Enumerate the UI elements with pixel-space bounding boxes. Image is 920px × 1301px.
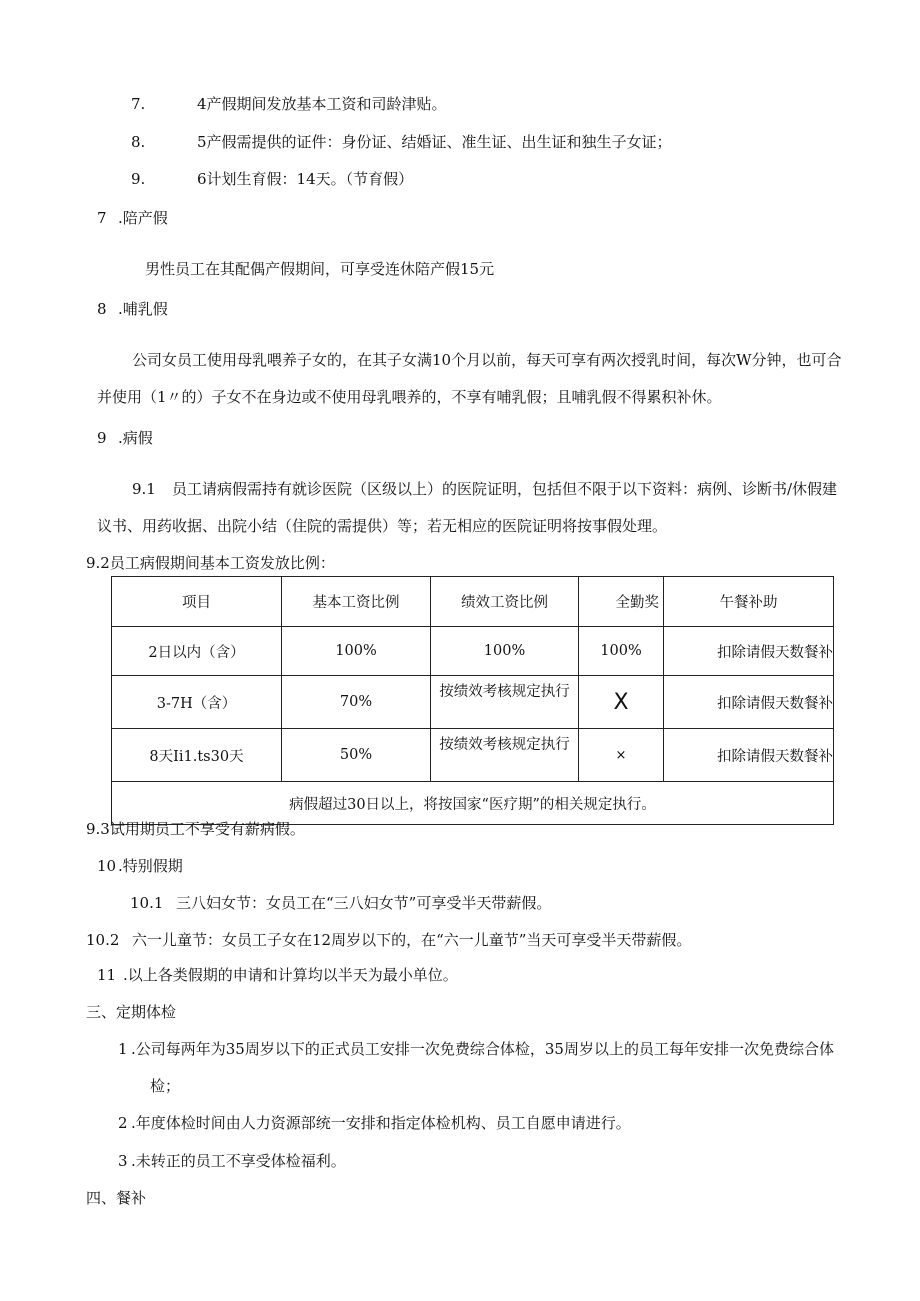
maternity-item-text: 6计划生育假：14天。（节育假） bbox=[197, 170, 414, 188]
table-header-row bbox=[112, 577, 834, 627]
subsection-number: 10.2 bbox=[86, 931, 120, 949]
section-number: 8 bbox=[97, 300, 107, 318]
section-heading: .病假 bbox=[118, 429, 153, 447]
table-cell: 100% bbox=[282, 627, 431, 676]
sick-pay-table bbox=[111, 576, 834, 825]
list-number: 2 bbox=[118, 1114, 128, 1132]
table-row bbox=[112, 729, 834, 782]
table-cell: 8天Ii1.ts30天 bbox=[112, 729, 282, 782]
list-item-text: .年度体检时间由人力资源部统一安排和指定体检机构、员工自愿申请进行。 bbox=[131, 1114, 631, 1132]
list-item-text: .公司每两年为35周岁以下的正式员工安排一次免费综合体检，35周岁以上的员工每年安排一次免费综合体 bbox=[131, 1040, 834, 1058]
paragraph: .以上各类假期的申请和计算均以半天为最小单位。 bbox=[123, 966, 458, 984]
section-number: 10 bbox=[97, 857, 117, 875]
chapter-heading: 三、定期体检 bbox=[86, 1003, 177, 1021]
table-cell: 3-7H（含） bbox=[112, 676, 282, 729]
table-cell: 70% bbox=[282, 676, 431, 729]
list-number: 1 bbox=[118, 1040, 128, 1058]
subsection-heading: 9.2员工病假期间基本工资发放比例： bbox=[86, 554, 335, 572]
section-heading: .陪产假 bbox=[118, 209, 168, 227]
section-number: 7 bbox=[97, 209, 107, 227]
table-header: 绩效工资比例 bbox=[431, 577, 579, 627]
paragraph-line: 公司女员工使用母乳喂养子女的，在其子女满10个月以前，每天可享有两次授乳时间，每次W分钟，也可合 bbox=[132, 351, 842, 369]
paragraph-line: 并使用（1〃的）子女不在身边或不使用母乳喂养的，不享有哺乳假；且哺乳假不得累积补休。 bbox=[97, 388, 722, 406]
table-row bbox=[112, 676, 834, 729]
table-cell: 按绩效考核规定执行 bbox=[431, 729, 579, 782]
list-item-text: 检； bbox=[150, 1077, 181, 1095]
table-header: 全勤奖 bbox=[579, 577, 664, 627]
list-item-text: .未转正的员工不享受体检福利。 bbox=[131, 1152, 346, 1170]
table-cell: 扣除请假天数餐补 bbox=[664, 729, 834, 782]
table-header: 午餐补助 bbox=[664, 577, 834, 627]
table-header: 项目 bbox=[112, 577, 282, 627]
paragraph: 9.3试用期员工不享受有薪病假。 bbox=[86, 820, 305, 838]
table-header: 基本工资比例 bbox=[282, 577, 431, 627]
subsection-number: 9.1 bbox=[132, 480, 156, 498]
list-number: 9. bbox=[131, 170, 146, 188]
table-cell: 扣除请假天数餐补 bbox=[664, 627, 834, 676]
list-number: 3 bbox=[118, 1152, 128, 1170]
list-number: 7. bbox=[131, 95, 146, 113]
section-heading: .特别假期 bbox=[118, 857, 183, 875]
table-cell: 按绩效考核规定执行 bbox=[431, 676, 579, 729]
paragraph: 男性员工在其配偶产假期间，可享受连休陪产假15元 bbox=[145, 260, 495, 278]
table-cell: 2日以内（含） bbox=[112, 627, 282, 676]
maternity-item-text: 5产假需提供的证件：身份证、结婚证、准生证、出生证和独生子女证； bbox=[197, 133, 672, 151]
cross-mark: × bbox=[579, 729, 664, 782]
table-footer-note: 病假超过30日以上，将按国家“医疗期”的相关规定执行。 bbox=[112, 782, 834, 825]
chapter-heading: 四、餐补 bbox=[86, 1189, 147, 1207]
table-cell: 100% bbox=[431, 627, 579, 676]
section-number: 11 bbox=[97, 966, 117, 984]
table-cell: 100% bbox=[579, 627, 664, 676]
section-number: 9 bbox=[97, 429, 107, 447]
table-row bbox=[112, 627, 834, 676]
maternity-item-text: 4产假期间发放基本工资和司龄津贴。 bbox=[197, 95, 447, 113]
table-cell: 50% bbox=[282, 729, 431, 782]
paragraph: 六一儿童节：女员工子女在12周岁以下的，在“六一儿童节”当天可享受半天带薪假。 bbox=[132, 931, 692, 949]
list-number: 8. bbox=[131, 133, 146, 151]
paragraph-line: 员工请病假需持有就诊医院（区级以上）的医院证明，包括但不限于以下资料：病例、诊断书/休假建 bbox=[172, 480, 838, 498]
table-cell: 扣除请假天数餐补 bbox=[664, 676, 834, 729]
paragraph: 三八妇女节：女员工在“三八妇女节”可享受半天带薪假。 bbox=[176, 894, 552, 912]
paragraph-line: 议书、用药收据、出院小结（住院的需提供）等；若无相应的医院证明将按事假处理。 bbox=[97, 517, 668, 535]
subsection-number: 10.1 bbox=[130, 894, 164, 912]
cross-mark: X bbox=[579, 676, 664, 729]
section-heading: .哺乳假 bbox=[118, 300, 168, 318]
